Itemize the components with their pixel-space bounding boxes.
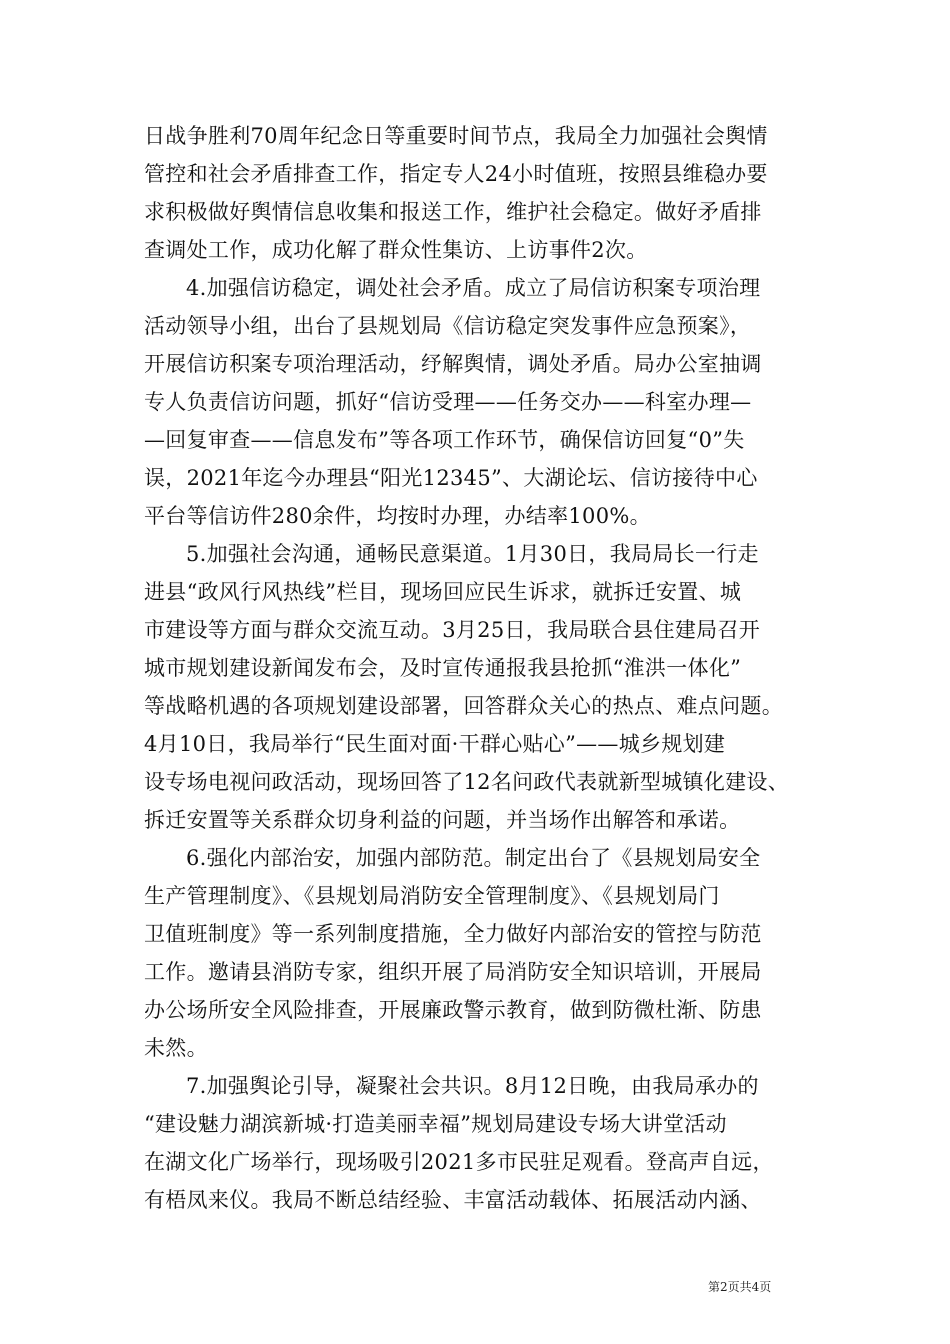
text-line: 有梧凤来仪。我局不断总结经验、丰富活动载体、拓展活动内涵、 — [144, 1188, 762, 1212]
text-line: 城市规划建设新闻发布会，及时宣传通报我县抢抓“淮洪一体化” — [144, 656, 742, 680]
text-line: 平台等信访件280余件，均按时办理，办结率100%。 — [144, 504, 651, 528]
text-line: 专人负责信访问题，抓好“信访受理——任务交办——科室办理— — [144, 390, 752, 414]
text-line: 日战争胜利70周年纪念日等重要时间节点，我局全力加强社会舆情 — [144, 124, 768, 148]
text-line: 进县“政风行风热线”栏目，现场回应民生诉求，就拆迁安置、城 — [144, 580, 742, 604]
text-line: “建设魅力湖滨新城·打造美丽幸福”规划局建设专场大讲堂活动 — [144, 1112, 727, 1136]
paragraph-start-line: 4.加强信访稳定，调处社会矛盾。成立了局信访积案专项治理 — [186, 276, 761, 300]
text-line: 办公场所安全风险排查，开展廉政警示教育，做到防微杜渐、防患 — [144, 998, 762, 1022]
text-line: 设专场电视问政活动，现场回答了12名问政代表就新型城镇化建设、 — [144, 770, 790, 794]
paragraph-start-line: 6.强化内部治安，加强内部防范。制定出台了《县规划局安全 — [186, 846, 761, 870]
body-text — [144, 117, 816, 1219]
text-line: 工作。邀请县消防专家，组织开展了局消防安全知识培训，开展局 — [144, 960, 762, 984]
text-line: 求积极做好舆情信息收集和报送工作，维护社会稳定。做好矛盾排 — [144, 200, 762, 224]
text-line: 未然。 — [144, 1036, 208, 1060]
text-line: 查调处工作，成功化解了群众性集访、上访事件2次。 — [144, 238, 648, 262]
text-line: 在湖文化广场举行，现场吸引2021多市民驻足观看。登高声自远， — [144, 1150, 774, 1174]
text-line: 卫值班制度》等一系列制度措施，全力做好内部治安的管控与防范 — [144, 922, 762, 946]
paragraph-start-line: 7.加强舆论引导，凝聚社会共识。8月12日晚，由我局承办的 — [186, 1074, 759, 1098]
text-line: 拆迁安置等关系群众切身利益的问题，并当场作出解答和承诺。 — [144, 808, 741, 832]
paragraph-start-line: 5.加强社会沟通，通畅民意渠道。1月30日，我局局长一行走 — [186, 542, 759, 566]
text-line: 开展信访积案专项治理活动，纾解舆情，调处矛盾。局办公室抽调 — [144, 352, 762, 376]
text-line: 活动领导小组，出台了县规划局《信访稳定突发事件应急预案》， — [144, 314, 752, 338]
text-line: —回复审查——信息发布”等各项工作环节，确保信访回复“0”失 — [144, 428, 745, 452]
text-line: 误，2021年迄今办理县“阳光12345”、大湖论坛、信访接待中心 — [144, 466, 758, 490]
page-footer: 第2页共4页 — [708, 1280, 772, 1294]
text-line: 等战略机遇的各项规划建设部署，回答群众关心的热点、难点问题。 — [144, 694, 783, 718]
text-line: 生产管理制度》、《县规划局消防安全管理制度》、《县规划局门 — [144, 884, 720, 908]
text-line: 市建设等方面与群众交流互动。3月25日，我局联合县住建局召开 — [144, 618, 761, 642]
text-line: 4月10日，我局举行“民生面对面·干群心贴心”——城乡规划建 — [144, 732, 726, 756]
text-line: 管控和社会矛盾排查工作，指定专人24小时值班，按照县维稳办要 — [144, 162, 768, 186]
